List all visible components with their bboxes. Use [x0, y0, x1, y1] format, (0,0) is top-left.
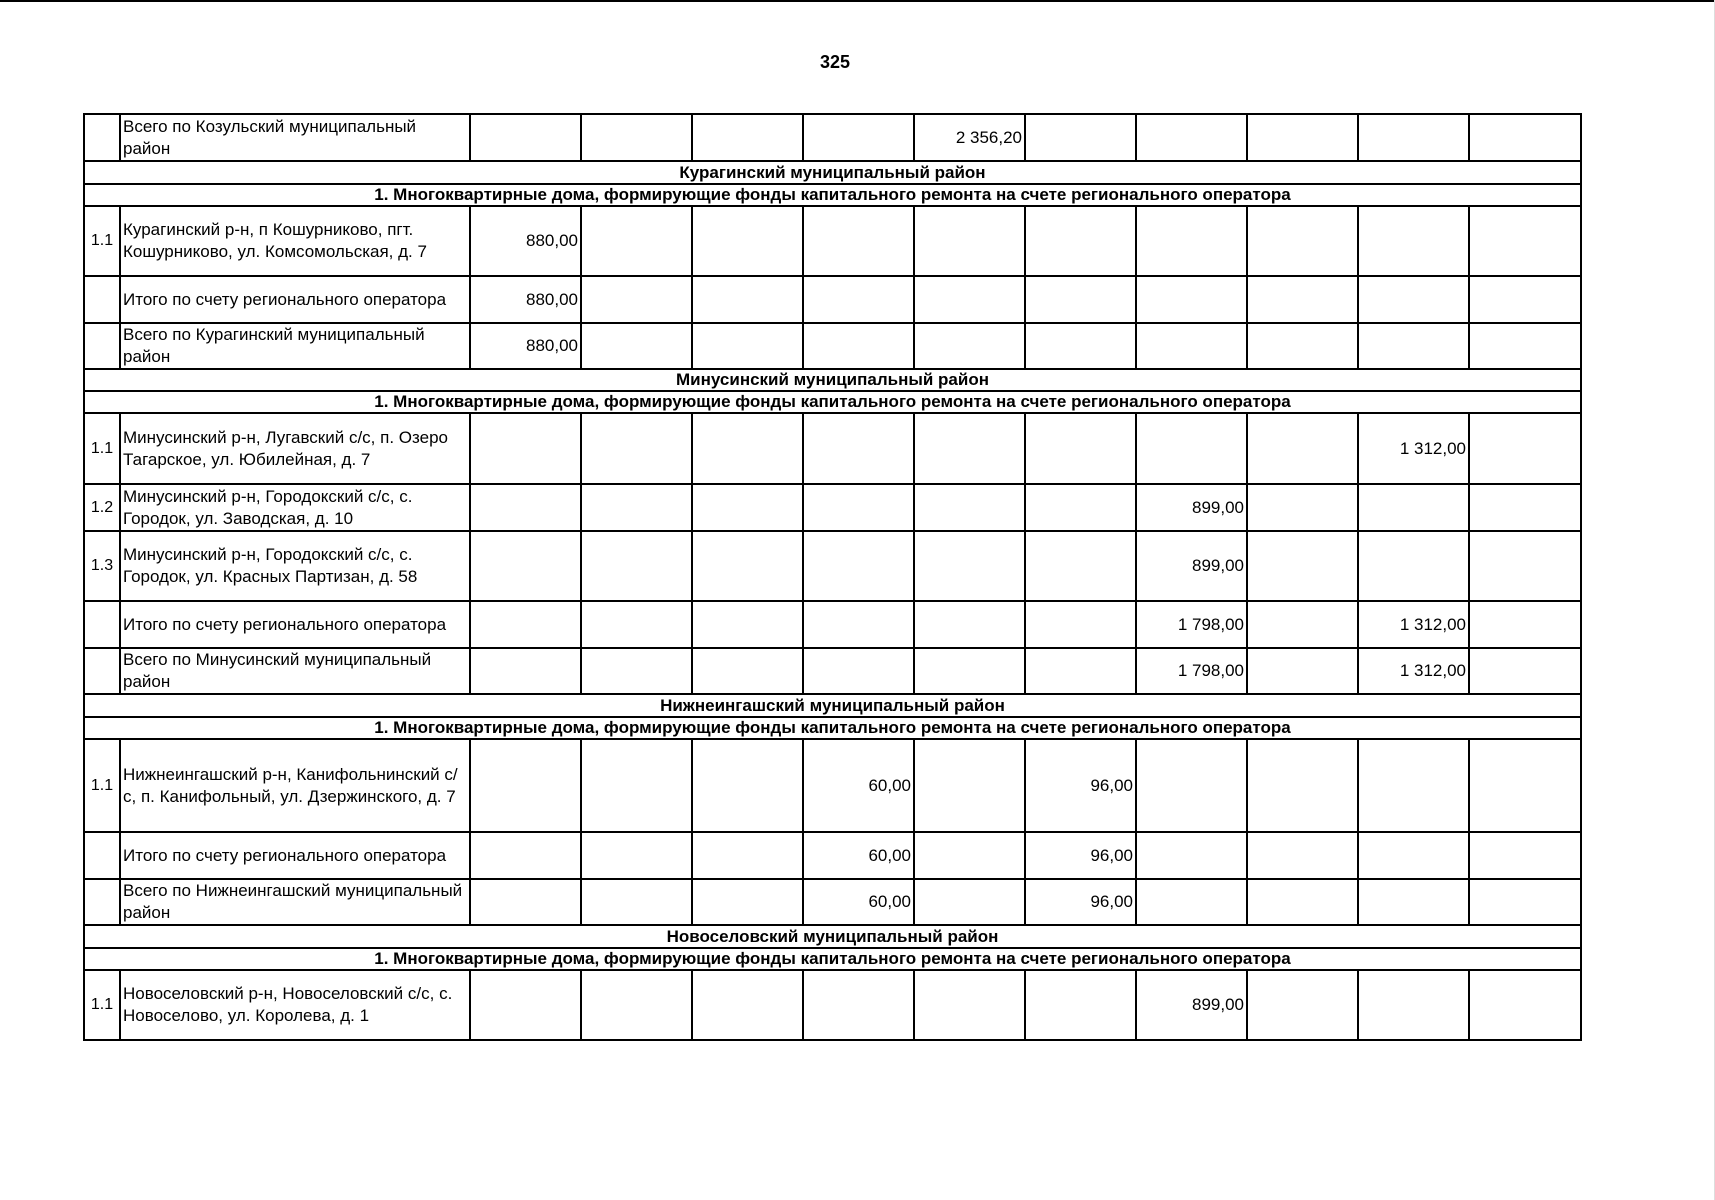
section-title-text: 1. Многоквартирные дома, формирующие фонды капитального ремонта на счете регионального оператора: [374, 949, 1291, 968]
district-title: [84, 694, 1581, 717]
value-cell: [1247, 879, 1358, 925]
value-cell: [581, 114, 692, 161]
value-cell: [470, 114, 581, 161]
value-cell: [470, 832, 581, 879]
value-cell: [581, 832, 692, 879]
value-cell: [1469, 276, 1581, 323]
value-cell: [803, 648, 914, 694]
value-cell: [914, 970, 1025, 1040]
district-title-text: Новоселовский муниципальный район: [666, 926, 999, 946]
district-header-row: [84, 925, 1581, 948]
value-cell: 1 312,00: [1358, 413, 1469, 484]
address-cell: Всего по Минусинский муниципальный район: [120, 648, 470, 694]
value-cell: [692, 601, 803, 648]
address-cell: Минусинский р-н, Городокский с/с, с. Городок, ул. Красных Партизан, д. 58: [120, 531, 470, 601]
value-cell: [1025, 206, 1136, 276]
address-cell: Курагинский р-н, п Кошурниково, пгт. Кошурниково, ул. Комсомольская, д. 7: [120, 206, 470, 276]
section-title: [84, 717, 1581, 739]
value-cell: [803, 601, 914, 648]
value-cell: [1358, 114, 1469, 161]
value-cell: [803, 206, 914, 276]
value-cell: [1358, 276, 1469, 323]
value-cell: [1469, 484, 1581, 531]
value-cell: [1247, 276, 1358, 323]
value-cell: 2 356,20: [914, 114, 1025, 161]
table-row: [84, 739, 1581, 832]
address-cell: Нижнеингашский р-н, Канифольнинский с/с, п. Канифольный, ул. Дзержинского, д. 7: [120, 739, 470, 832]
value-cell: [581, 484, 692, 531]
section-header-row: [84, 391, 1581, 413]
value-cell: [692, 832, 803, 879]
value-cell: 1 798,00: [1136, 648, 1247, 694]
value-cell: [470, 648, 581, 694]
value-cell: [1247, 601, 1358, 648]
address-cell: Итого по счету регионального оператора: [120, 276, 470, 323]
value-cell: [470, 413, 581, 484]
row-number: 1.1: [84, 970, 120, 1040]
table-row: [84, 114, 1581, 161]
value-cell: [1247, 970, 1358, 1040]
value-cell: 60,00: [803, 739, 914, 832]
row-number: 1.1: [84, 206, 120, 276]
value-cell: [1247, 832, 1358, 879]
value-cell: [1025, 970, 1136, 1040]
value-cell: 96,00: [1025, 832, 1136, 879]
value-cell: [1469, 879, 1581, 925]
value-cell: 60,00: [803, 832, 914, 879]
row-number: [84, 879, 120, 925]
section-title-text: 1. Многоквартирные дома, формирующие фонды капитального ремонта на счете регионального оператора: [374, 185, 1291, 204]
table-row: [84, 206, 1581, 276]
value-cell: [1247, 739, 1358, 832]
table-row: [84, 601, 1581, 648]
district-header-row: [84, 694, 1581, 717]
value-cell: [1247, 484, 1358, 531]
page-number: 325: [819, 52, 851, 72]
value-cell: [803, 323, 914, 369]
value-cell: [1358, 970, 1469, 1040]
section-title: [84, 948, 1581, 970]
value-cell: [914, 832, 1025, 879]
capital-repair-table: [83, 113, 1582, 1041]
value-cell: [692, 879, 803, 925]
address-cell: Всего по Нижнеингашский муниципальный район: [120, 879, 470, 925]
value-cell: [692, 648, 803, 694]
value-cell: [1247, 323, 1358, 369]
value-cell: [581, 601, 692, 648]
value-cell: [914, 413, 1025, 484]
value-cell: 880,00: [470, 323, 581, 369]
value-cell: [581, 739, 692, 832]
section-header-row: [84, 948, 1581, 970]
value-cell: [1136, 323, 1247, 369]
value-cell: [914, 206, 1025, 276]
address-cell: Итого по счету регионального оператора: [120, 601, 470, 648]
value-cell: [1358, 206, 1469, 276]
section-header-row: [84, 717, 1581, 739]
value-cell: [1469, 206, 1581, 276]
value-cell: [692, 739, 803, 832]
value-cell: [914, 531, 1025, 601]
row-number: [84, 832, 120, 879]
table-row: [84, 648, 1581, 694]
value-cell: [1025, 648, 1136, 694]
value-cell: [914, 739, 1025, 832]
value-cell: [1358, 323, 1469, 369]
address-cell: Минусинский р-н, Городокский с/с, с. Городок, ул. Заводская, д. 10: [120, 484, 470, 531]
value-cell: [1136, 413, 1247, 484]
row-number: [84, 276, 120, 323]
value-cell: [1469, 601, 1581, 648]
address-cell: Итого по счету регионального оператора: [120, 832, 470, 879]
district-header-row: [84, 369, 1581, 391]
value-cell: [803, 413, 914, 484]
value-cell: [1247, 413, 1358, 484]
value-cell: [1025, 484, 1136, 531]
value-cell: [581, 879, 692, 925]
value-cell: [1469, 531, 1581, 601]
value-cell: [1469, 114, 1581, 161]
row-number: 1.1: [84, 739, 120, 832]
value-cell: [581, 648, 692, 694]
value-cell: [1136, 739, 1247, 832]
table-row: [84, 879, 1581, 925]
row-number: 1.2: [84, 484, 120, 531]
value-cell: [1136, 832, 1247, 879]
table-row: [84, 276, 1581, 323]
value-cell: [470, 601, 581, 648]
value-cell: 1 798,00: [1136, 601, 1247, 648]
value-cell: [1469, 832, 1581, 879]
value-cell: [914, 484, 1025, 531]
section-title-text: 1. Многоквартирные дома, формирующие фонды капитального ремонта на счете регионального оператора: [374, 718, 1291, 737]
row-number: [84, 601, 120, 648]
table-row: [84, 970, 1581, 1040]
value-cell: [470, 970, 581, 1040]
value-cell: [692, 114, 803, 161]
value-cell: [803, 531, 914, 601]
value-cell: 96,00: [1025, 739, 1136, 832]
value-cell: [1469, 739, 1581, 832]
value-cell: [1025, 531, 1136, 601]
value-cell: [914, 276, 1025, 323]
address-cell: Всего по Курагинский муниципальный район: [120, 323, 470, 369]
value-cell: [1025, 276, 1136, 323]
value-cell: [1358, 484, 1469, 531]
value-cell: 899,00: [1136, 484, 1247, 531]
value-cell: [1025, 114, 1136, 161]
address-cell: Минусинский р-н, Лугавский с/с, п. Озеро Тагарское, ул. Юбилейная, д. 7: [120, 413, 470, 484]
section-title: [84, 184, 1581, 206]
value-cell: [914, 879, 1025, 925]
value-cell: [470, 531, 581, 601]
value-cell: [692, 970, 803, 1040]
table-row: [84, 484, 1581, 531]
value-cell: [914, 648, 1025, 694]
value-cell: [1358, 832, 1469, 879]
value-cell: [581, 413, 692, 484]
value-cell: [1136, 114, 1247, 161]
district-title-text: Курагинский муниципальный район: [679, 162, 986, 182]
value-cell: [581, 206, 692, 276]
value-cell: [803, 114, 914, 161]
address-cell: Всего по Козульский муниципальный район: [120, 114, 470, 161]
value-cell: [1469, 323, 1581, 369]
top-border-line: [0, 0, 1715, 2]
value-cell: [803, 970, 914, 1040]
value-cell: [1025, 601, 1136, 648]
district-title: [84, 925, 1581, 948]
value-cell: [470, 484, 581, 531]
row-number: [84, 648, 120, 694]
table-row: [84, 413, 1581, 484]
value-cell: 899,00: [1136, 531, 1247, 601]
value-cell: [1136, 276, 1247, 323]
value-cell: [692, 206, 803, 276]
value-cell: [1247, 531, 1358, 601]
value-cell: [1247, 114, 1358, 161]
value-cell: [692, 531, 803, 601]
section-title-text: 1. Многоквартирные дома, формирующие фонды капитального ремонта на счете регионального оператора: [374, 392, 1291, 411]
value-cell: [803, 276, 914, 323]
district-title-text: Минусинский муниципальный район: [676, 370, 989, 389]
value-cell: 880,00: [470, 276, 581, 323]
section-header-row: [84, 184, 1581, 206]
value-cell: [1025, 323, 1136, 369]
value-cell: [581, 276, 692, 323]
value-cell: 899,00: [1136, 970, 1247, 1040]
value-cell: [1136, 206, 1247, 276]
value-cell: [1247, 648, 1358, 694]
row-number: 1.1: [84, 413, 120, 484]
value-cell: [581, 970, 692, 1040]
value-cell: 1 312,00: [1358, 601, 1469, 648]
value-cell: 60,00: [803, 879, 914, 925]
value-cell: [914, 323, 1025, 369]
value-cell: [914, 601, 1025, 648]
value-cell: [1358, 739, 1469, 832]
district-title-text: Нижнеингашский муниципальный район: [660, 695, 1005, 715]
value-cell: [1469, 970, 1581, 1040]
district-header-row: [84, 161, 1581, 184]
row-number: 1.3: [84, 531, 120, 601]
value-cell: [581, 531, 692, 601]
value-cell: [1358, 531, 1469, 601]
table-row: [84, 832, 1581, 879]
value-cell: [1136, 879, 1247, 925]
value-cell: [1469, 413, 1581, 484]
value-cell: [692, 484, 803, 531]
value-cell: [692, 276, 803, 323]
value-cell: [581, 323, 692, 369]
value-cell: [470, 739, 581, 832]
value-cell: [692, 323, 803, 369]
row-number: [84, 114, 120, 161]
value-cell: 96,00: [1025, 879, 1136, 925]
district-title: [84, 161, 1581, 184]
value-cell: [470, 879, 581, 925]
table-row: [84, 531, 1581, 601]
value-cell: [803, 484, 914, 531]
table-row: [84, 323, 1581, 369]
value-cell: [692, 413, 803, 484]
district-title: [84, 369, 1581, 391]
value-cell: [1358, 879, 1469, 925]
address-cell: Новоселовский р-н, Новоселовский с/с, с. Новоселово, ул. Королева, д. 1: [120, 970, 470, 1040]
value-cell: 1 312,00: [1358, 648, 1469, 694]
row-number: [84, 323, 120, 369]
value-cell: [1025, 413, 1136, 484]
section-title: [84, 391, 1581, 413]
value-cell: [1469, 648, 1581, 694]
value-cell: [1247, 206, 1358, 276]
value-cell: 880,00: [470, 206, 581, 276]
